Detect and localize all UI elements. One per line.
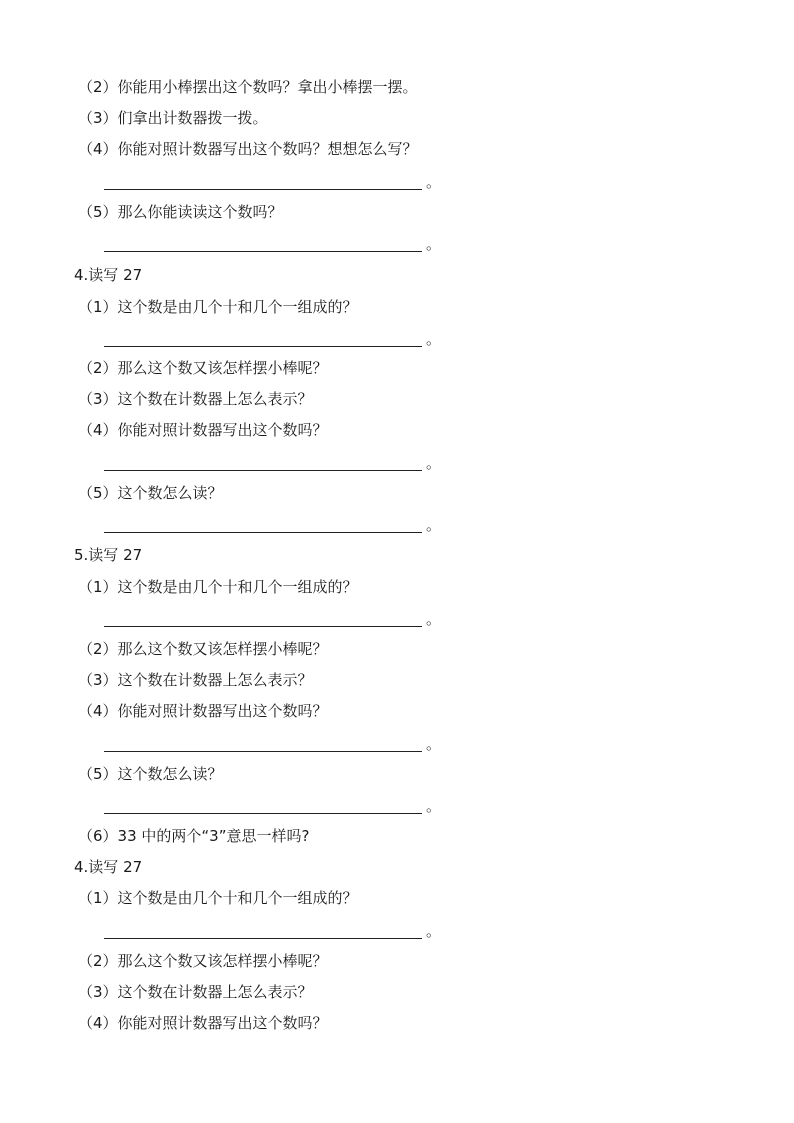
period-mark: 。 bbox=[426, 235, 442, 253]
question-line: （4）你能对照计数器写出这个数吗？想想怎么写？ bbox=[78, 140, 418, 158]
period-mark: 。 bbox=[426, 797, 442, 815]
question-line: （2）那么这个数又该怎样摆小棒呢？ bbox=[78, 359, 328, 377]
question-line: （3）这个数在计数器上怎么表示？ bbox=[78, 390, 313, 408]
answer-underline bbox=[104, 189, 422, 190]
question-line: （5）这个数怎么读？ bbox=[78, 765, 223, 783]
question-line: （1）这个数是由几个十和几个一组成的？ bbox=[78, 578, 358, 596]
section-heading: 4.读写 27 bbox=[74, 266, 143, 284]
period-mark: 。 bbox=[426, 922, 442, 940]
answer-underline bbox=[104, 813, 422, 814]
question-line: （2）那么这个数又该怎样摆小棒呢？ bbox=[78, 952, 328, 970]
answer-underline bbox=[104, 251, 422, 252]
period-mark: 。 bbox=[426, 610, 442, 628]
answer-underline bbox=[104, 626, 422, 627]
question-line: （4）你能对照计数器写出这个数吗？ bbox=[78, 421, 328, 439]
question-line: （3）这个数在计数器上怎么表示？ bbox=[78, 983, 313, 1001]
period-mark: 。 bbox=[426, 330, 442, 348]
question-line: （1）这个数是由几个十和几个一组成的？ bbox=[78, 889, 358, 907]
question-line: （3）们拿出计数器拨一拨。 bbox=[78, 109, 268, 127]
question-line: （6）33 中的两个“3”意思一样吗? bbox=[78, 827, 310, 845]
answer-underline bbox=[104, 532, 422, 533]
answer-underline bbox=[104, 470, 422, 471]
section-heading: 4.读写 27 bbox=[74, 858, 143, 876]
question-line: （1）这个数是由几个十和几个一组成的？ bbox=[78, 298, 358, 316]
question-line: （2）那么这个数又该怎样摆小棒呢？ bbox=[78, 640, 328, 658]
period-mark: 。 bbox=[426, 735, 442, 753]
answer-underline bbox=[104, 938, 422, 939]
period-mark: 。 bbox=[426, 173, 442, 191]
answer-underline bbox=[104, 751, 422, 752]
period-mark: 。 bbox=[426, 516, 442, 534]
period-mark: 。 bbox=[426, 454, 442, 472]
question-line: （3）这个数在计数器上怎么表示？ bbox=[78, 671, 313, 689]
question-line: （2）你能用小棒摆出这个数吗？拿出小棒摆一摆。 bbox=[78, 78, 418, 96]
question-line: （5）那么你能读读这个数吗？ bbox=[78, 203, 283, 221]
question-line: （4）你能对照计数器写出这个数吗？ bbox=[78, 702, 328, 720]
question-line: （5）这个数怎么读？ bbox=[78, 484, 223, 502]
question-line: （4）你能对照计数器写出这个数吗？ bbox=[78, 1014, 328, 1032]
answer-underline bbox=[104, 346, 422, 347]
section-heading: 5.读写 27 bbox=[74, 546, 143, 564]
